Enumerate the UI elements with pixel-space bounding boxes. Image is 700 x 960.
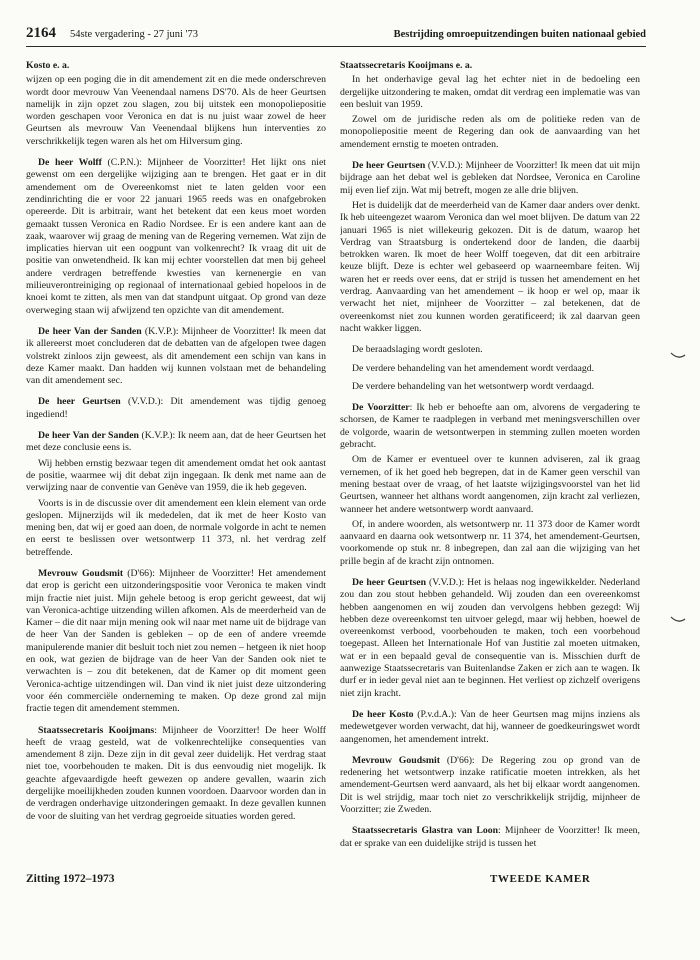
speech-van-der-sanden-2 <box>26 430 326 455</box>
speech-text: (D'66): Mijnheer de Voorzitter! Het amendement dat erop is gericht een uitzonderingspositie voor Veronica te maken vindt mijn fractie niet juist. Mijn gehele betoog is erop gericht geweest, dat wij van Veronica-achtige uitzending willen afkomen. Als de meerderheid van de Kamer – die dit naar mijn mening ook wil naar met name uit de bijdrage van de heer Van der Sanden is gebleken – op de een of andere vreemde manipulerende manier dit besluit toch niet zou nemen – hetgeen ik niet hoop en ook, wat gezien de bijdrage van de heer Van der Sanden ook niet te verwachten is – zou dit betekenen, dat de Kamer op dit moment geen Veronica-achtige uitzendingen wil. Dan vind ik niet juist deze uitzondering voor één commerciële onderneming te maken. Op deze grond zal mijn fractie tegen dit amendement stemmen. <box>26 567 326 715</box>
speech-goudsmit-2 <box>340 755 640 816</box>
meeting-date: 54ste vergadering - 27 juni '73 <box>70 29 198 40</box>
page-number: 2164 <box>26 25 56 41</box>
paragraph: Wij hebben ernstig bezwaar tegen dit amendement omdat het ook aantast de positie, waarmee wij dit debat zijn ingegaan. Ik denk met name aan de verwijzing naar de conventie van Genève van 1959, die ik heb gegeven. <box>26 457 326 494</box>
running-head-right: Staatssecretaris Kooijmans e. a. <box>340 60 473 71</box>
speech-text: : Ik heb er behoefte aan om, alvorens de vergadering te schorsen, de Kamer te raadplegen in verband met meningsverschillen over de volgorde, waarin de wetsontwerpen in stemming zullen moeten worden gebracht. <box>340 402 640 451</box>
speech-text: (V.V.D.): Het is helaas nog ingewikkelder. Nederland zou dan zou stout hebben gehandeld. Wij zouden dan een overeenkomst hebben aangenomen en wij zouden dan vervolgens hebben gezegd: Wij hebben deze overeenkomst ten uitvoer gelegd, maar wij hebben, hoewel de overeenkomst verbood, voorbehouden te maken, toch een voorbehoud toegepast. Alleen het Internationale Hof van Justitie zal moeten uitmaken, wat er in een bepaald geval de consequentie van is. Misschien durft de aanwezige Staatssecretaris van Buitenlandse Zaken er zich aan te wagen. Ik durf er in ieder geval niet aan te beginnen. Het verliest op zichzelf overigens niet zijn kracht. <box>340 576 640 699</box>
procedural-note: De verdere behandeling van het amendement wordt verdaagd. <box>352 362 595 374</box>
speaker-name: De heer Geurtsen <box>352 576 427 588</box>
speech-geurtsen <box>340 160 640 197</box>
session-label: Zitting 1972–1973 <box>26 873 115 885</box>
paragraph: Zowel om de juridische reden als om de politieke reden van de monopoliepositie meent de Regering dan ook de aanvaarding van het amendement ernstig te moeten ontraden. <box>340 114 640 150</box>
right-column <box>340 60 640 868</box>
procedural-note: De beraadslaging wordt gesloten. <box>352 344 483 356</box>
speaker-name: De heer Geurtsen <box>352 160 426 172</box>
paragraph: Of, in andere woorden, als wetsontwerp nr. 11 373 door de Kamer wordt aanvaard en daarna ook wetsontwerp nr. 11 374, het amendement-Geurtsen, voorkomende op stuk nr. 8 inbegrepen, dan zal aan die wijziging van het prille begin af de kracht zijn ontnomen. <box>340 518 640 567</box>
procedural-note: De verdere behandeling van het wetsontwerp wordt verdaagd. <box>352 380 595 392</box>
speech-text: : Mijnheer de Voorzitter! De heer Wolff heeft de vraag gesteld, wat de volkenrechtelijke consequenties van amendement 8 zijn. Deze zijn in dit geval zeer duidelijk. Het verdrag staat niet toe, voorbehouden te maken. Dit is dus eenvoudig niet mogelijk. Ik geachte afgevaardigde heeft gewezen op andere gevallen, waarin zich dergelijke moeilijkheden zouden kunnen voordoen. Daarvoor worden dan in de verdragen onderhavige uitzonderingen gemaakt. In deze gevallen kunnen de voor de sluiting van het verdrag gegroeide situaties worden gered. <box>26 724 326 822</box>
speech-text: (V.V.D.): Dit amendement was tijdig genoeg ingediend! <box>26 396 326 420</box>
speech-wolff <box>26 157 326 317</box>
page-header-title: Bestrijding omroepuitzendingen buiten nationaal gebied <box>393 29 646 40</box>
speaker-name: De heer Wolff <box>38 157 102 169</box>
margin-mark <box>670 352 686 360</box>
speech-kooijmans <box>26 725 326 823</box>
speaker-name: Staatssecretaris Kooijmans <box>38 724 155 736</box>
speech-text: (V.V.D.): Mijnheer de Voorzitter! Ik meen dat uit mijn bijdrage aan het debat wel is gebleken dat Nordsee, Veronica en Caroline mij even lief zijn. Wat mij betreft, mogen ze alle drie blijven. <box>340 160 640 196</box>
page-header <box>26 25 646 47</box>
speaker-name: De heer Van der Sanden <box>38 430 139 442</box>
speaker-name: De heer Kosto <box>352 708 414 720</box>
speech-van-der-sanden <box>26 326 326 387</box>
speech-geurtsen-2 <box>340 577 640 700</box>
paragraph: wijzen op een poging die in dit amendement zit en die mede onderschreven wordt door mevrouw Van Veenendaal namens DS'70. Als de heer Geurtsen namelijk in zijn opzet zou slagen, zou bij uitstek een monopoliepositie worden geschapen voor Veronica en dat is nu juist waar zowel de heer Geurtsen als mevrouw Van Veenendaal blijkens hun interventies zo verschrikkelijk tegen waren als het om Hilversum ging. <box>26 74 326 147</box>
running-head-left: Kosto e. a. <box>26 60 70 71</box>
speech-text: : Mijnheer de Voorzitter! Ik meen, dat er sprake van een duidelijke strijd is tussen het <box>340 825 640 849</box>
paragraph: Voorts is in de discussie over dit amendement een klein element van orde geslopen. Mijnerzijds wil ik mededelen, dat ik met de heer Kosto van mening ben, dat wij er goed aan doen, de normale volgorde in acht te nemen en eerst te beslissen over wetsontwerp 11 373, nl. het verdrag zelf betreffende. <box>26 497 326 558</box>
speech-voorzitter <box>340 402 640 451</box>
speech-kosto <box>340 709 640 746</box>
speech-text: (K.V.P.): Mijnheer de Voorzitter! Ik meen dat ik allereerst moet concluderen dat de debatten van de afgelopen twee dagen volstrekt zinloos zijn geweest, als dit amendement een schijn van kans in deze Kamer maakt. Dan hadden wij kunnen volstaan met de behandeling van dit amendement sec. <box>26 325 326 387</box>
speech-text: (C.P.N.): Mijnheer de Voorzitter! Het lijkt ons niet gewenst om een dergelijke wijziging aan te brengen. Het gaat er in dit amendement om de Overeenkomst niet te laten gelden voor een zendinrichting die er voor 22 januari 1965 reeds was en onafgebroken opereerde. Dit is arbitrair, want het betekent dat een keus moet worden gemaakt tussen Veronica en Radio Nordsee. Er is een andere kant aan de zaak, waarover wij graag de mening van de Regering vernemen. Wat zijn de implicaties hiervan uit een oogpunt van volkenrecht? Ik vraag dit uit de positie van onwetendheid. Ik kan mij echter voorstellen dat men bij geheel andere verdragen betreffende kwesties van kernenergie en van milieuverontreiniging op regionaal of internationaal gebied hopeloos in de knoei komt te zitten, als men van dat standpunt uitgaat. Op grond van deze overweging staan wij afwijzend ten opzichte van dit amendement. <box>26 157 326 316</box>
paragraph: Om de Kamer er eventueel over te kunnen adviseren, zal ik graag vernemen, of ik het goed heb begrepen, dat in de Kamer geen verschil van mening bestaat over de vraag, of het laatste wijzigingsvoorstel van het lid Geurtsen, wanneer het althans wordt aangenomen, zijn kracht zal verliezen, wanneer het andere wetsontwerp wordt aanvaard. <box>340 454 640 515</box>
speaker-name: De Voorzitter <box>352 402 410 414</box>
speaker-name: Mevrouw Goudsmit <box>352 754 440 766</box>
speech-text: (K.V.P.): Ik neem aan, dat de heer Geurtsen het met deze conclusie eens is. <box>26 430 326 454</box>
speech-text: (P.v.d.A.): Van de heer Geurtsen mag mijns inziens als medewetgever worden verwacht, dat hij, wanneer de goedkeuringswet wordt aangenomen, het amendement intrekt. <box>340 708 640 745</box>
speech-geurtsen <box>26 396 326 421</box>
chamber-label: TWEEDE KAMER <box>490 873 591 885</box>
margin-mark <box>670 616 686 624</box>
speaker-name: Staatssecretaris Glastra van Loon <box>352 825 499 837</box>
paragraph: In het onderhavige geval lag het echter niet in de bedoeling een dergelijke uitzondering te maken, omdat dit verdrag een implematie was van een besluit van 1959. <box>340 74 640 110</box>
speech-glastra-van-loon <box>340 825 640 850</box>
speaker-name: Mevrouw Goudsmit <box>38 567 124 579</box>
speaker-name: De heer Van der Sanden <box>38 325 142 337</box>
speech-goudsmit <box>26 568 326 716</box>
left-column <box>26 60 326 868</box>
speaker-name: De heer Geurtsen <box>38 396 121 408</box>
paragraph: Het is duidelijk dat de meerderheid van de Kamer daar anders over denkt. Ik heb uiteengezet waarom Veronica dan wel moet blijven. De datum van 22 januari 1965 is niet willekeurig gekozen. Dit is de datum, waarop het Verdrag van Straatsburg is ondertekend door de landen, die daarbij betrokken waren. Ik moet de heer Wolff toegeven, dat dit een arbitraire keuze blijft. Deze is echter wel gebaseerd op waarneembare feiten. Wij waren het er reeds over eens, dat er strijd is tussen het amendement en het verdrag. Aanvaarding van het amendement – ik hoop er wel op, maar ik verwacht het niet, mijnheer de Voorzitter – zal betekenen, dat de overeenkomst niet zou kunnen worden geratificeerd; ik zal daarvan geen nacht wakker liggen. <box>340 199 640 334</box>
speech-text: (D'66): De Regering zou op grond van de redenering het wetsontwerp inzake ratificatie moeten intrekken, als het amendement-Geurtsen werd aanvaard, als het bij elkaar wordt aangenomen. Dit is wel strijdig, maar toch niet zo verschrikkelijk strijdig, mijnheer de Voorzitter; zie Zweden. <box>340 754 640 816</box>
